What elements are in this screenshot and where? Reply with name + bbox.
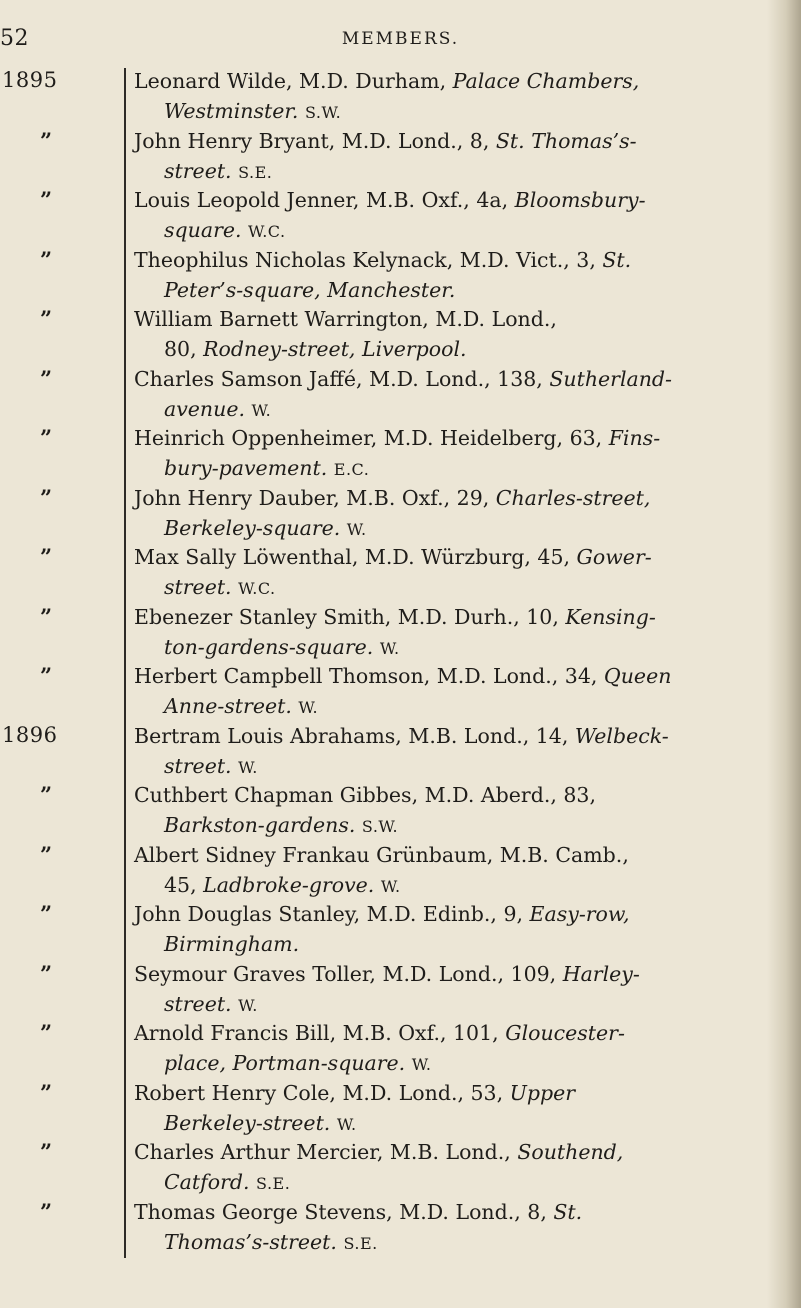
ditto-mark: ” [40,841,53,867]
entry-year: 1895 [2,68,58,92]
address-part-2: place, Portman-square. [164,1051,406,1075]
member-name-degree: Robert Henry Cole, M.D. Lond., 53, [134,1080,510,1105]
address-part-1: Charles-street, [495,485,651,510]
member-name-degree: Thomas George Stevens, M.D. Lond., 8, [134,1199,554,1224]
year-gutter [0,66,124,1296]
entry-line-1 [134,126,784,156]
entry-line-1 [134,423,784,453]
member-name-degree: John Henry Dauber, M.B. Oxf., 29, [134,485,496,510]
postal-district: S.E. [343,1233,378,1253]
street-number: 45, [164,872,204,897]
member-name-degree: Louis Leopold Jenner, M.B. Oxf., 4a, [134,188,515,212]
member-name-degree: Max Sally Löwenthal, M.D. Würzburg, 45, [134,545,577,569]
address-part-1: Palace Chambers, [452,69,640,93]
member-name-degree: Leonard Wilde, M.D. Durham, [134,69,453,93]
ditto-mark: ” [40,1139,53,1164]
ditto-mark: ” [40,1198,53,1224]
entry-line-2 [134,453,784,485]
ditto-mark: ” [40,127,53,153]
postal-district: S.E. [256,1174,291,1193]
entry-line-2 [134,513,784,545]
address-part-2: Berkeley-street. [164,1110,331,1135]
address-part-1: Easy-row, [529,902,630,926]
member-name-degree: Albert Sidney Frankau Grünbaum, M.B. Camb., [134,842,629,867]
ditto-mark: ” [40,782,53,807]
address-part-2: street. [164,158,232,183]
entry-line-2 [134,334,784,364]
member-name-degree: Charles Samson Jaffé, M.D. Lond., 138, [134,366,550,391]
address-part-2: Thomas’s-street. [164,1229,337,1254]
postal-district: S.W. [361,817,399,836]
column-rule [124,68,126,1258]
address-part-1: St. Thomas’s- [495,128,637,153]
address-part-2: square. [164,218,242,242]
ditto-mark: ” [40,901,53,926]
ditto-mark: ” [40,187,53,212]
running-head: MEMBERS. [341,29,460,49]
address-part-1: Bloomsbury- [514,188,646,212]
ditto-mark: ” [40,960,53,986]
address-part-2: Berkeley-square. [164,515,341,540]
ditto-mark: ” [40,425,53,450]
member-name-degree: Theophilus Nicholas Kelynack, M.D. Vict., 3, [134,247,603,272]
entry-line-1 [134,780,784,810]
entry-line-1 [134,1137,784,1167]
entry-line-2 [134,572,784,604]
address-part-2: Ladbroke-grove. [203,872,375,897]
entry-line-2 [134,1108,784,1140]
postal-district: W. [298,698,319,717]
postal-district: W.C. [238,579,276,598]
member-name-degree: Charles Arthur Mercier, M.B. Lond., [134,1140,518,1164]
member-name-degree: Seymour Graves Toller, M.D. Lond., 109, [134,961,563,986]
postal-district: W. [380,876,401,896]
entry-line-2 [134,394,784,426]
address-part-1: Fins- [608,426,661,450]
address-part-2: avenue. [164,396,245,421]
ditto-mark: ” [40,484,53,510]
entry-line-2 [134,1227,784,1259]
entry-line-2 [134,989,784,1021]
entry-line-1 [134,1018,784,1048]
member-name-degree: John Henry Bryant, M.D. Lond., 8, [134,128,496,153]
address-part-1: Kensing- [565,604,656,629]
postal-district: W. [411,1055,432,1074]
address-part-2: street. [164,991,232,1016]
postal-district: S.E. [238,162,273,182]
ditto-mark: ” [40,1020,53,1045]
entry-line-1 [134,1197,784,1227]
member-name-degree: Ebenezer Stanley Smith, M.D. Durh., 10, [134,604,566,629]
entry-line-2 [134,751,784,783]
entry-line-1 [134,840,784,870]
postal-district: W. [346,519,367,539]
entry-line-1 [134,364,784,394]
entry-line-1 [134,304,784,334]
entry-line-2 [134,810,784,842]
page-number: 52 [0,26,29,51]
address-part-2: Westminster. [164,99,299,123]
member-name-degree: William Barnett Warrington, M.D. Lond., [134,307,557,331]
ditto-mark: ” [40,365,53,391]
address-part-1: Sutherland- [549,366,672,391]
entry-line-1 [134,542,784,572]
postal-district: E.C. [333,460,370,479]
postal-district: W. [238,757,258,777]
member-name-degree: Heinrich Oppenheimer, M.D. Heidelberg, 63, [134,426,609,450]
address-part-2: ton-gardens-square. [164,634,374,659]
entry-line-1 [134,66,784,96]
address-part-1: Gower- [576,545,652,569]
address-part-1: Southend, [517,1140,624,1164]
member-name-degree: Arnold Francis Bill, M.B. Oxf., 101, [134,1021,506,1045]
address-part-1: Welbeck- [574,723,669,748]
page-edge-shadow [767,0,801,1308]
address-part-2: Anne-street. [164,694,292,718]
entry-line-1 [134,1078,784,1108]
address-part-2: Barkston-gardens. [164,813,356,837]
address-part-1: Harley- [562,961,640,986]
address-part-2: Peter’s-square, Manchester. [164,277,456,302]
entry-line-2 [134,275,784,305]
member-name-degree: Bertram Louis Abrahams, M.B. Lond., 14, [134,723,575,748]
entry-line-1 [134,899,784,929]
entry-line-2 [134,929,784,959]
address-part-2: bury-pavement. [164,456,328,480]
entry-line-1 [134,721,784,751]
member-name-degree: Cuthbert Chapman Gibbes, M.D. Aberd., 83, [134,783,596,807]
address-part-1: Queen [603,664,672,688]
entry-line-2 [134,632,784,664]
postal-district: W.C. [248,222,286,241]
ditto-mark: ” [40,603,53,629]
entry-line-1 [134,661,784,691]
entry-line-1 [134,185,784,215]
ditto-mark: ” [40,663,53,688]
entry-line-1 [134,483,784,513]
ditto-mark: ” [40,544,53,569]
ditto-mark: ” [40,246,53,272]
entry-line-2 [134,1167,784,1199]
postal-district: W. [238,995,258,1015]
postal-district: W. [251,400,272,420]
page-header [0,26,801,56]
address-part-1: Upper [509,1080,576,1105]
member-entry [134,1197,784,1267]
entry-year: 1896 [2,722,58,747]
address-part-1: St. [602,247,632,272]
address-part-2: street. [164,575,232,599]
entry-line-2 [134,1048,784,1080]
street-number: 80, [164,337,204,361]
entry-line-1 [134,602,784,632]
address-part-2: Birmingham. [164,932,300,956]
postal-district: W. [379,638,400,658]
address-part-2: street. [164,753,232,778]
member-name-degree: Herbert Campbell Thomson, M.D. Lond., 34, [134,664,604,688]
postal-district: W. [336,1114,357,1134]
entry-line-1 [134,959,784,989]
entry-line-2 [134,215,784,247]
postal-district: S.W. [304,103,342,122]
ditto-mark: ” [40,306,53,331]
entry-line-2 [134,691,784,723]
address-part-2: Rodney-street, Liverpool. [203,337,467,361]
entry-line-2 [134,870,784,902]
address-part-2: Catford. [164,1170,250,1194]
entry-line-2 [134,156,784,188]
address-part-1: St. [553,1199,583,1224]
ditto-mark: ” [40,1079,53,1105]
entry-line-1 [134,245,784,275]
entry-line-2 [134,96,784,128]
address-part-1: Gloucester- [505,1021,625,1045]
member-name-degree: John Douglas Stanley, M.D. Edinb., 9, [134,902,530,926]
